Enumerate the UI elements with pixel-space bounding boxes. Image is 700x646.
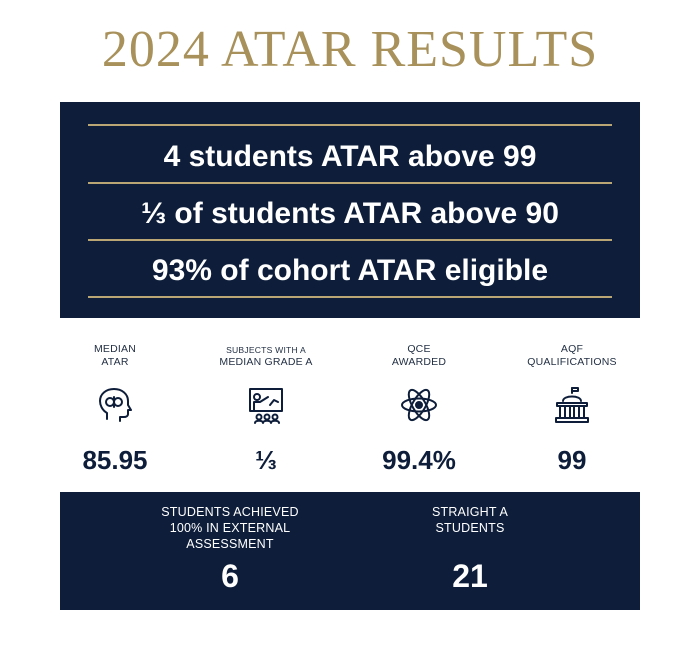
stat-label-line2: 100% IN EXTERNAL [169, 521, 291, 535]
stat-label-line2: AWARDED [391, 356, 447, 368]
stat-value: ⅓ [255, 445, 277, 475]
stat-label-line3: ASSESSMENT [186, 537, 274, 551]
gold-divider [88, 124, 612, 126]
stat-value: 99.4% [382, 445, 456, 475]
stat-value: 99 [557, 445, 587, 475]
headline-ninety: ⅓ of students ATAR above 90 [141, 197, 559, 230]
stat-label-line2: ATAR [101, 356, 129, 368]
stat-label-line2: MEDIAN GRADE A [219, 356, 313, 368]
stat-label-line1: MEDIAN [93, 343, 137, 355]
stat-value: 85.95 [82, 445, 148, 475]
gold-divider [88, 182, 612, 184]
page-title: 2024 ATAR RESULTS [101, 21, 599, 78]
stat-full-marks-external [140, 492, 320, 610]
stat-label-line1: STRAIGHT A [431, 505, 509, 519]
headline-ninety-nine: 4 students ATAR above 99 [163, 140, 537, 173]
gold-divider [88, 239, 612, 241]
stat-value: 6 [221, 558, 239, 594]
stat-label-line1: AQF [560, 343, 584, 355]
brain-head-icon [95, 385, 135, 425]
stat-label [380, 504, 560, 536]
stat-label-line1: QCE [407, 343, 431, 355]
stat-value: 21 [452, 558, 488, 594]
stat-label-line1: STUDENTS ACHIEVED [161, 505, 299, 519]
stat-label-line1: SUBJECTS WITH A [226, 345, 306, 355]
stat-label [140, 504, 320, 552]
teacher-presentation-icon [246, 385, 286, 425]
stat-straight-a-students [380, 492, 560, 610]
gold-divider [88, 296, 612, 298]
stat-label-line2: QUALIFICATIONS [527, 356, 617, 368]
atom-icon [399, 385, 439, 425]
institution-building-icon [552, 385, 592, 425]
headline-eligible: 93% of cohort ATAR eligible [151, 254, 549, 287]
stat-label-line2: STUDENTS [435, 521, 505, 535]
stat-label [482, 343, 662, 369]
achievement-panel [60, 492, 640, 610]
headline-panel [60, 102, 640, 318]
